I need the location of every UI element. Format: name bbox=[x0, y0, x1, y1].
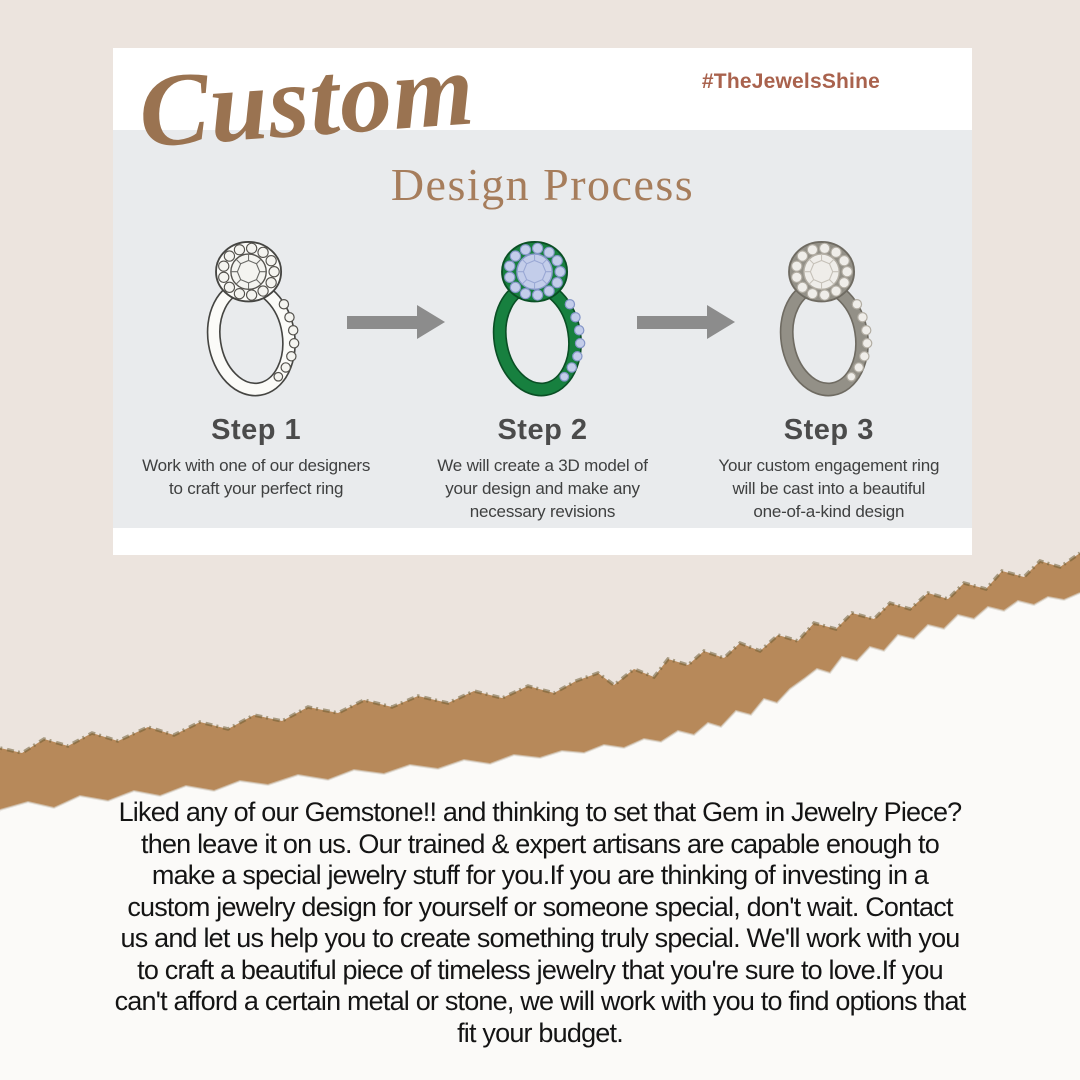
step-2-description-line: your design and make any bbox=[445, 479, 640, 498]
footer-paragraph: Liked any of our Gemstone!! and thinking to set that Gem in Jewelry Piece? then leave it on us. Our trained & expert artisans are capable enough to make a special jewelry stuff for you.If you are thinking of investing in a custom jewelry design for yourself or someone special, don't wait. Contact us and let us help you to create something truly special. We'll work with you to craft a beautiful piece of timeless jewelry that you're sure to love.If you can't afford a certain metal or stone, we will work with you to find options that fit your budget. bbox=[114, 797, 966, 1048]
step-1-label: Step 1 bbox=[211, 414, 302, 446]
step-2-description-line: We will create a 3D model of bbox=[437, 456, 648, 475]
step-2-label: Step 2 bbox=[497, 414, 588, 446]
steps-row bbox=[113, 228, 972, 523]
step-3-label: Step 3 bbox=[783, 414, 874, 446]
cast-metal-ring-illustration bbox=[767, 228, 891, 400]
step-column-2 bbox=[399, 228, 685, 523]
step-1-description-line: to craft your perfect ring bbox=[168, 479, 344, 498]
brand-hashtag: #TheJewelsShine bbox=[701, 70, 880, 93]
arrow-right-icon bbox=[637, 305, 735, 339]
step-column-3 bbox=[686, 228, 972, 523]
step-3-description-line: will be cast into a beautiful bbox=[732, 479, 926, 498]
step-1-description bbox=[142, 454, 370, 500]
design-process-card bbox=[113, 31, 972, 555]
step-3-description-line: one-of-a-kind design bbox=[753, 502, 905, 521]
step-2-description-line: necessary revisions bbox=[469, 502, 616, 521]
step-column-1 bbox=[113, 228, 399, 523]
sketch-ring-illustration bbox=[194, 228, 318, 400]
title-design-process: Design Process bbox=[390, 159, 695, 210]
step-1-description-line: Work with one of our designers bbox=[142, 456, 371, 475]
step-3-description-line: Your custom engagement ring bbox=[718, 456, 940, 475]
step-2-description bbox=[437, 454, 647, 523]
arrow-right-icon bbox=[347, 305, 445, 339]
step-3-description bbox=[718, 454, 939, 523]
title-custom-script: Custom bbox=[135, 31, 479, 170]
green-3d-model-ring-illustration bbox=[480, 228, 604, 400]
